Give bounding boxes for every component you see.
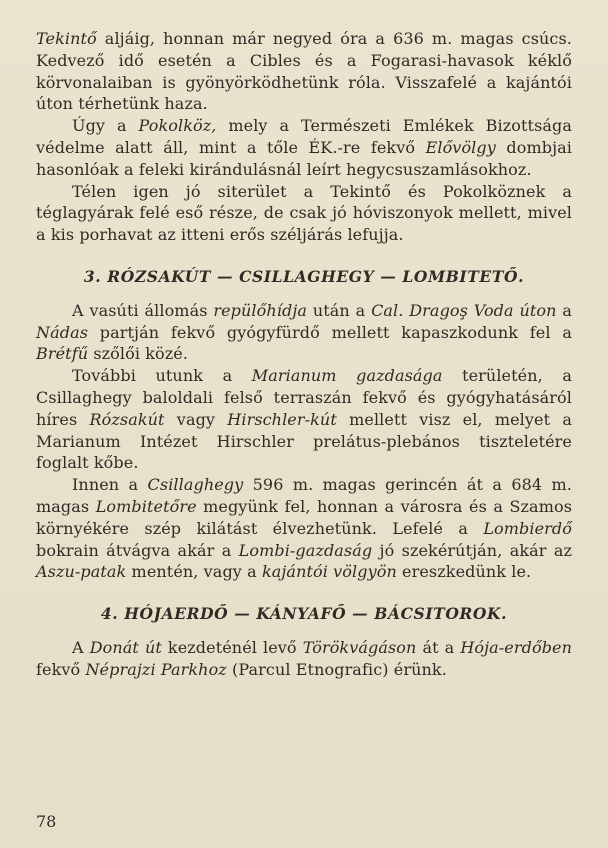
- page-number: 78: [36, 812, 57, 831]
- intro-paragraphs: [36, 28, 572, 246]
- paragraph: [36, 300, 572, 365]
- italic-term: Lombi-gazdaság: [238, 540, 373, 560]
- section-heading-4: 4. HÓJAERDŐ — KÁNYAFŐ — BÁCSITOROK.: [100, 604, 508, 624]
- text-run: kezdeténél levő: [161, 637, 303, 657]
- paragraph: [36, 637, 572, 681]
- italic-term: Hója-erdőben: [460, 637, 573, 657]
- text-run: mely a Természeti Emlékek Bizottsága védelme alatt áll, mint a tőle ÉK.-re fekvő: [36, 116, 572, 157]
- text-run: dombjai hasonlóak a feleki kirándulásnál leírt hegycsuszamlásokhoz.: [36, 137, 572, 179]
- italic-term: Brétfű: [36, 344, 89, 364]
- italic-term: Pokolköz,: [138, 116, 217, 136]
- text-run: Úgy a: [72, 116, 139, 136]
- text-run: fekvő: [36, 659, 86, 679]
- section-3-body: [36, 300, 572, 583]
- text-run: További utunk a: [72, 366, 252, 386]
- text-run: át a: [416, 637, 461, 657]
- text-run: mentén, vagy a: [126, 562, 262, 582]
- text-run: után a: [307, 300, 372, 320]
- text-run: vagy: [164, 409, 228, 429]
- italic-term: Aszu-patak: [36, 562, 127, 582]
- section-heading-3: 3. RÓZSAKÚT — CSILLAGHEGY — LOMBITETŐ.: [83, 266, 525, 286]
- text-run: területén, a Csillaghegy baloldali felső terraszán fekvő és gyógyhatásáról híres: [36, 366, 572, 429]
- italic-term: repülőhídja: [213, 300, 308, 320]
- text-run: partján fekvő gyógyfürdő mellett kapaszkodunk fel a: [88, 322, 572, 342]
- text-run: aljáig, honnan már negyed óra a 636 m. magas csúcs. Kedvező idő esetén a Cibles és a Fogarasi-havasok kéklő körvonalaiban is gyönyörködhetünk róla. Visszafelé a kajántói úton térhetünk haza.: [36, 29, 572, 114]
- paragraph: [36, 115, 572, 180]
- paragraph: [36, 28, 572, 115]
- text-run: A vasúti állomás: [72, 300, 214, 320]
- text-run: szőlői közé.: [88, 344, 189, 364]
- text-run: megyünk fel, honnan a városra és a Szamos környékére szép kilátást élvezhetünk. Lefelé a: [36, 496, 573, 538]
- italic-term: Törökvágáson: [302, 637, 417, 657]
- italic-term: Nádas: [36, 322, 89, 342]
- text-run: A: [72, 637, 90, 657]
- italic-term: Csillaghegy: [147, 475, 244, 495]
- italic-term: Lombitetőre: [95, 496, 197, 516]
- italic-term: Marianum gazdasága: [251, 366, 443, 386]
- italic-term: Tekintő: [36, 29, 97, 48]
- paragraph: [36, 181, 572, 246]
- italic-term: kajántói völgyön: [261, 562, 397, 582]
- italic-term: Donát út: [89, 637, 162, 657]
- italic-term: Rózsakút: [89, 409, 165, 429]
- italic-term: Lombierdő: [483, 518, 572, 538]
- text-run: a: [556, 300, 572, 320]
- text-run: jó szekérútján, akár az: [372, 540, 572, 560]
- italic-term: Elővölgy: [425, 137, 496, 157]
- paragraph: [36, 474, 572, 583]
- italic-term: Hirschler-kút: [227, 409, 337, 429]
- paragraph: [36, 365, 572, 474]
- italic-term: Cal. Dragoş Voda úton: [371, 300, 557, 320]
- text-run: (Parcul Etnografic) érünk.: [226, 659, 447, 679]
- text-run: Télen igen jó siterület a Tekintő és Pokolköznek a téglagyárak felé eső része, de csak jó hóviszonyok mellett, mivel a kis porhavat az itteni erős széljárás lefujja.: [36, 181, 572, 245]
- italic-term: Néprajzi Parkhoz: [85, 659, 227, 679]
- text-run: mellett visz el, melyet a Marianum Intézet Hirschler prelátus-plebános tiszteletére foglalt kőbe.: [36, 409, 573, 473]
- text-run: ereszkedünk le.: [396, 562, 532, 582]
- text-run: 596 m. magas gerincén át a 684 m. magas: [36, 475, 572, 516]
- page-body: [36, 28, 572, 681]
- text-run: Innen a: [72, 475, 148, 495]
- text-run: bokrain átvágva akár a: [36, 540, 239, 560]
- section-4-body: [36, 637, 572, 681]
